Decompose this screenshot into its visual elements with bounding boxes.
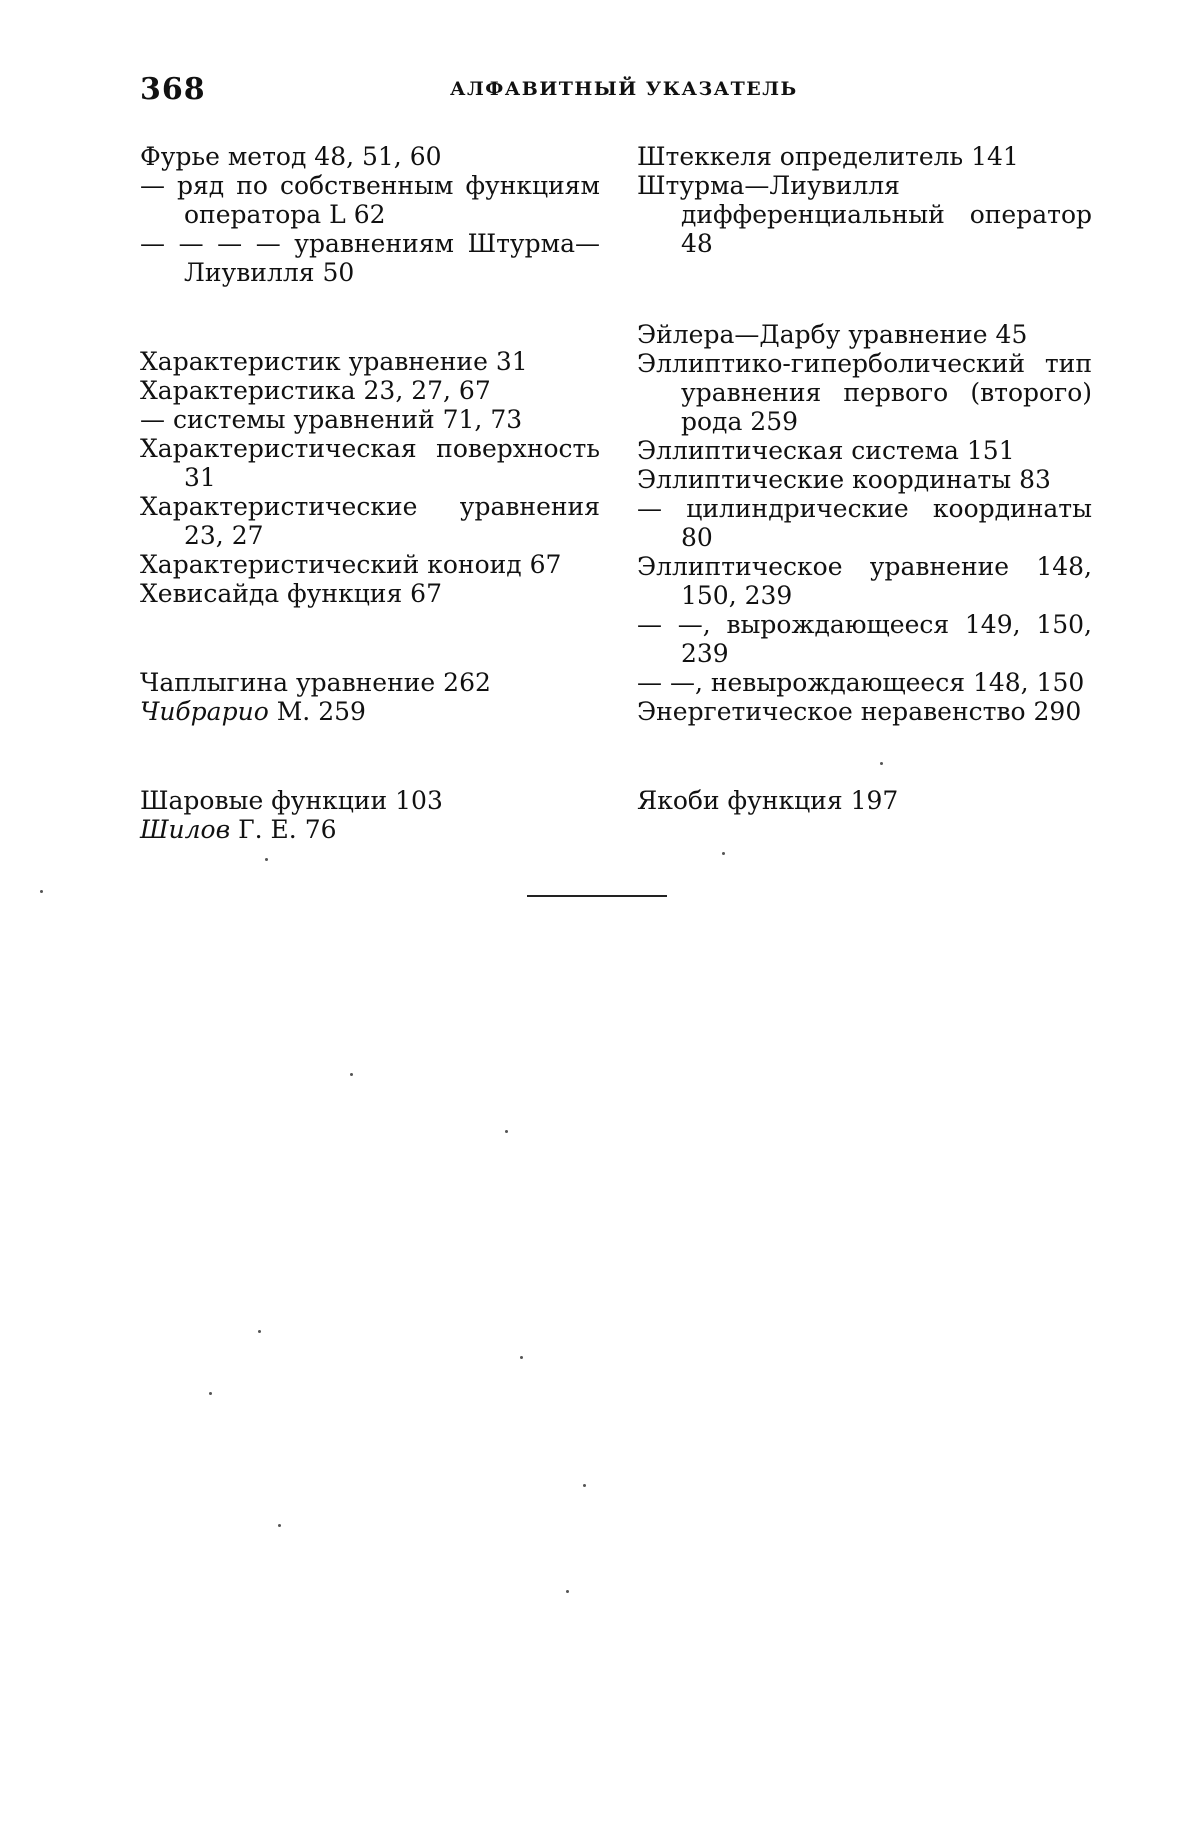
index-entry-term: Характеристические bbox=[140, 492, 418, 521]
index-entry-text: коноид 67 bbox=[419, 550, 562, 579]
index-entry-text: функции 103 bbox=[263, 786, 443, 815]
index-entry-term: Якоби bbox=[637, 786, 720, 815]
index-entry bbox=[140, 376, 600, 405]
index-entry-text: М. 259 bbox=[268, 697, 366, 726]
index-entry bbox=[140, 579, 600, 608]
index-entry bbox=[637, 668, 1092, 697]
index-entry-term: Энергетическое bbox=[637, 697, 853, 726]
index-entry-text: дифференциальный оператор 48 bbox=[681, 200, 1092, 258]
page-number: 368 bbox=[140, 72, 206, 107]
index-entry-text: система 151 bbox=[843, 436, 1015, 465]
index-entry bbox=[140, 434, 600, 492]
index-entry-term: Шилов bbox=[140, 815, 231, 844]
index-entry bbox=[637, 436, 1092, 465]
index-entry bbox=[637, 320, 1092, 349]
scan-speck bbox=[265, 858, 268, 861]
index-entry bbox=[637, 494, 1092, 552]
index-entry-text: уравнение 31 bbox=[340, 347, 528, 376]
index-entry-text: — — — — уравнениям Штурма—Лиувилля 50 bbox=[140, 229, 600, 287]
index-entry-text: функция 67 bbox=[279, 579, 442, 608]
index-entry-text: уравнение 262 bbox=[288, 668, 491, 697]
index-entry bbox=[637, 142, 1092, 171]
index-entry bbox=[637, 610, 1092, 668]
scan-speck bbox=[583, 1484, 586, 1487]
index-entry-term: Штеккеля bbox=[637, 142, 772, 171]
index-group bbox=[140, 786, 600, 844]
index-entry bbox=[140, 405, 600, 434]
scan-speck bbox=[880, 762, 883, 765]
index-entry bbox=[140, 347, 600, 376]
scan-speck bbox=[258, 1330, 261, 1333]
index-entry bbox=[637, 697, 1092, 726]
index-entry-text: Г. Е. 76 bbox=[230, 815, 337, 844]
index-entry bbox=[637, 786, 1092, 815]
index-entry bbox=[140, 550, 600, 579]
end-rule bbox=[527, 895, 667, 897]
index-entry bbox=[140, 142, 600, 171]
scan-speck bbox=[505, 1130, 508, 1133]
index-entry-term: Чаплыгина bbox=[140, 668, 288, 697]
index-entry-term: Эллиптико-гиперболический bbox=[637, 349, 1025, 378]
index-entry bbox=[637, 171, 1092, 258]
index-entry bbox=[637, 465, 1092, 494]
index-entry-term: Шаровые bbox=[140, 786, 264, 815]
index-entry-text: — цилиндрические координаты 80 bbox=[637, 494, 1092, 552]
index-group bbox=[637, 320, 1092, 726]
index-entry-term: Характеристический bbox=[140, 550, 420, 579]
index-entry-text: — ряд по собственным функциям оператора L 62 bbox=[140, 171, 600, 229]
index-entry-text: функция 197 bbox=[719, 786, 899, 815]
index-entry-text: уравнения 23, 27 bbox=[184, 492, 600, 550]
index-entry-text: неравенство 290 bbox=[852, 697, 1082, 726]
index-entry-term: Чибрарио bbox=[140, 697, 269, 726]
running-head: АЛФАВИТНЫЙ УКАЗАТЕЛЬ bbox=[450, 78, 798, 100]
index-entry-term: Эйлера—Дарбу bbox=[637, 320, 841, 349]
scan-speck bbox=[566, 1590, 569, 1593]
index-entry-text: поверхность 31 bbox=[184, 434, 600, 492]
index-entry-text: — —, невырождающееся 148, 150 bbox=[637, 668, 1085, 697]
index-entry bbox=[140, 668, 600, 697]
index-entry bbox=[140, 697, 600, 726]
scan-speck bbox=[520, 1356, 523, 1359]
index-entry-term: Хевисайда bbox=[140, 579, 280, 608]
index-entry bbox=[637, 349, 1092, 436]
index-entry bbox=[637, 552, 1092, 610]
index-group bbox=[637, 786, 1092, 815]
index-entry-text: — системы уравнений 71, 73 bbox=[140, 405, 523, 434]
index-entry-term: Эллиптическая bbox=[637, 436, 844, 465]
scan-speck bbox=[209, 1392, 212, 1395]
index-entry-term: Эллиптическое bbox=[637, 552, 843, 581]
index-entry bbox=[140, 786, 600, 815]
index-entry bbox=[140, 815, 600, 844]
index-column-right bbox=[637, 142, 1092, 875]
index-entry-text: определитель 141 bbox=[771, 142, 1019, 171]
index-entry-term: Штурма—Лиувилля bbox=[637, 171, 900, 200]
scan-speck bbox=[40, 890, 43, 893]
scan-speck bbox=[350, 1073, 353, 1076]
index-entry-text: уравнение 45 bbox=[840, 320, 1028, 349]
index-group bbox=[140, 347, 600, 608]
index-entry bbox=[140, 492, 600, 550]
index-entry-term: Фурье bbox=[140, 142, 220, 171]
index-entry bbox=[140, 171, 600, 229]
index-entry-term: Эллиптические bbox=[637, 465, 845, 494]
index-entry-term: Характеристическая bbox=[140, 434, 417, 463]
index-group bbox=[637, 142, 1092, 258]
index-column-left bbox=[140, 142, 600, 904]
index-entry-term: Характеристика bbox=[140, 376, 356, 405]
index-entry-text: 23, 27, 67 bbox=[355, 376, 491, 405]
index-entry-text: метод 48, 51, 60 bbox=[219, 142, 442, 171]
index-entry-text: — —, вырождающееся 149, 150, 239 bbox=[637, 610, 1092, 668]
index-entry-text: тип уравнения первого (второго) рода 259 bbox=[681, 349, 1092, 436]
index-entry-term: Характеристик bbox=[140, 347, 341, 376]
index-group bbox=[140, 142, 600, 287]
index-entry bbox=[140, 229, 600, 287]
index-entry-text: уравнение 148, 150, 239 bbox=[681, 552, 1092, 610]
scan-speck bbox=[278, 1524, 281, 1527]
index-group bbox=[140, 668, 600, 726]
scan-speck bbox=[722, 852, 725, 855]
index-entry-text: координаты 83 bbox=[844, 465, 1051, 494]
